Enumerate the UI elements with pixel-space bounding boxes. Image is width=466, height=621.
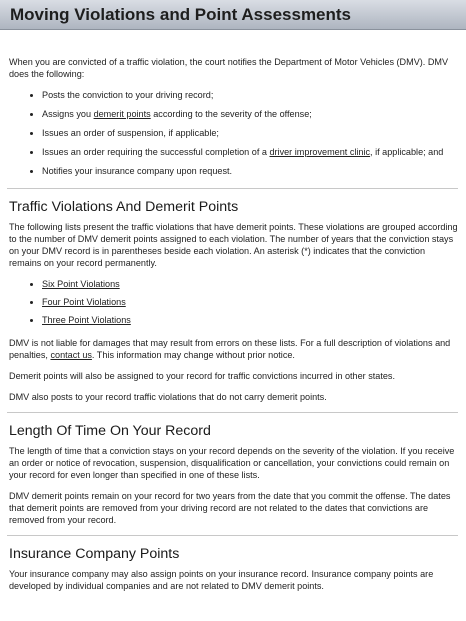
title-bar xyxy=(0,0,466,30)
list-item xyxy=(42,278,458,290)
list-item xyxy=(42,296,458,308)
traffic-violations-heading: Traffic Violations And Demerit Points xyxy=(9,199,239,215)
six-point-violations-link[interactable]: Six Point Violations xyxy=(42,279,120,289)
contact-us-link[interactable]: contact us xyxy=(50,350,92,360)
length-paragraph-2: DMV demerit points remain on your record for two years from the date that you commit the offense. The dates that demerit points are removed from your driving record are not related to the dates that convictions are removed from your record. xyxy=(9,491,451,525)
insurance-points-heading: Insurance Company Points xyxy=(9,546,180,562)
traffic-violations-paragraph: The following lists present the traffic violations that have demerit points. These violations are grouped according to the number of DMV demerit points assigned to each violation. The number of years that the conviction stays on your DMV record is in parentheses beside each violation. An asterisk (*) indicates that the conviction remains on your record permanently. xyxy=(9,222,458,268)
three-point-violations-link[interactable]: Three Point Violations xyxy=(42,315,131,325)
demerit-points-link[interactable]: demerit points xyxy=(93,109,151,119)
list-item: • Issues an order requiring the successful completion of a driver improvement clinic, if applicable; and xyxy=(42,146,458,158)
main-content xyxy=(0,30,466,592)
list-item xyxy=(42,314,458,326)
list-item: • Issues an order of suspension, if applicable; xyxy=(42,127,458,139)
other-states-paragraph: Demerit points will also be assigned to your record for traffic convictions incurred in other states. xyxy=(9,371,395,381)
length-of-time-heading: Length Of Time On Your Record xyxy=(9,423,211,439)
list-item: • Assigns you demerit points according to the severity of the offense; xyxy=(42,108,458,120)
list-item: • Notifies your insurance company upon request. xyxy=(42,165,458,177)
intro-paragraph: When you are convicted of a traffic violation, the court notifies the Department of Motor Vehicles (DMV). DMV does the following: xyxy=(9,57,449,79)
four-point-violations-link[interactable]: Four Point Violations xyxy=(42,297,126,307)
list-item: • Posts the conviction to your driving record; xyxy=(42,89,458,101)
insurance-paragraph: Your insurance company may also assign points on your insurance record. Insurance company points are developed by individual companies and are not related to DMV demerit points. xyxy=(9,569,434,591)
driver-improvement-clinic-link[interactable]: driver improvement clinic xyxy=(269,147,371,157)
disclaimer-paragraph: DMV is not liable for damages that may result from errors on these lists. For a full description of violations and penalties, contact us. This information may change without prior notice. xyxy=(9,338,451,360)
violation-lists xyxy=(9,278,458,326)
divider xyxy=(7,188,458,189)
page-title: Moving Violations and Point Assessments xyxy=(10,5,352,24)
divider xyxy=(7,412,458,413)
length-paragraph-1: The length of time that a conviction stays on your record depends on the severity of the violation. If you receive an order or notice of revocation, suspension, disqualification or cancellation, your convictions could remain on your record for even longer than specified in one of these lists. xyxy=(9,446,455,480)
divider xyxy=(7,535,458,536)
dmv-actions-list xyxy=(9,89,458,177)
no-points-paragraph: DMV also posts to your record traffic violations that do not carry demerit points. xyxy=(9,392,327,402)
